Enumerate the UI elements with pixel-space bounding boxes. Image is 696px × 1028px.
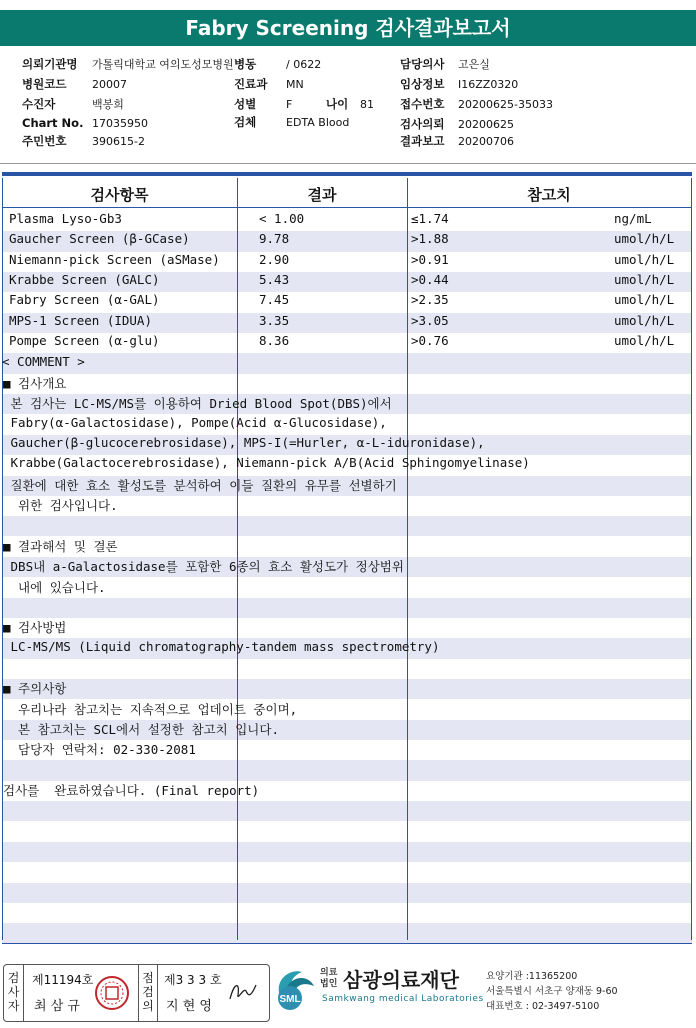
- row-stripe: [2, 923, 692, 943]
- table-row: [0, 290, 696, 310]
- org-code: 요양기관 :11365200: [486, 971, 578, 982]
- org-address: 서울특별시 서초구 양재동 9-60: [486, 986, 618, 997]
- comment-line: LC-MS/MS (Liquid chromatography-tandem mass spectrometry): [3, 638, 440, 654]
- reviewer-number: 제3 3 3 호: [164, 973, 222, 987]
- logo-text: SML: [279, 994, 301, 1005]
- table-row: [0, 311, 696, 331]
- header-test-item: 검사항목: [90, 186, 149, 204]
- table-row: [0, 331, 696, 351]
- test-item-cell: Fabry Screen (α-GAL): [9, 292, 160, 308]
- info-clinical: 임상정보 I16ZZ0320: [400, 77, 519, 91]
- info-hospital: 의뢰기관명 가톨릭대학교 여의도성모병원: [22, 57, 234, 71]
- info-divider: [0, 163, 696, 164]
- table-row: [0, 250, 696, 270]
- test-item-cell: Niemann-pick Screen (aSMase): [9, 251, 220, 267]
- result-cell: 2.90: [259, 251, 290, 267]
- test-item-cell: Plasma Lyso-Gb3: [9, 211, 122, 226]
- unit-cell: umol/h/L: [614, 272, 675, 288]
- comment-header: < COMMENT >: [2, 354, 85, 369]
- comment-line: 위한 검사입니다.: [3, 498, 118, 514]
- row-stripe: [2, 842, 692, 862]
- unit-cell: umol/h/L: [614, 312, 675, 328]
- reference-cell: >3.05: [411, 312, 449, 328]
- info-code: 병원코드 20007: [22, 77, 127, 91]
- info-specimen: 검체 EDTA Blood: [234, 115, 350, 129]
- info-id: 주민번호 390615-2: [22, 134, 145, 148]
- examiner-label: 검사자: [4, 965, 24, 1021]
- test-item-cell: MPS-1 Screen (IDUA): [9, 312, 152, 328]
- comment-line: 검사를 완료하였습니다. (Final report): [3, 783, 260, 798]
- table-row: [0, 270, 696, 290]
- examiner-name: 최 삼 규: [34, 999, 80, 1014]
- comment-line: 본 검사는 LC-MS/MS를 이용하여 Dried Blood Spot(DBS)에서: [3, 396, 392, 412]
- org-prefix: 의료법인: [320, 968, 338, 989]
- info-dept: 진료과 MN: [234, 77, 304, 91]
- result-cell: 3.35: [259, 312, 290, 328]
- header-reference: 참고치: [527, 186, 571, 204]
- comment-line: Fabry(α-Galactosidase), Pompe(Acid α-Glucosidase),: [3, 414, 387, 430]
- comment-line: Gaucher(β-glucocerebrosidase), MPS-I(=Hurler, α-L-iduronidase),: [3, 435, 485, 451]
- row-stripe: [2, 353, 692, 373]
- info-sex: 성별 F: [234, 97, 293, 111]
- reference-cell: >2.35: [411, 292, 449, 308]
- info-receipt: 접수번호 20200625-35033: [400, 97, 553, 111]
- comment-line: ■ 결과해석 및 결론: [3, 538, 118, 554]
- table-row: [0, 209, 696, 229]
- row-stripe: [2, 801, 692, 821]
- org-phone: 대표번호 : 02-3497-5100: [486, 1001, 600, 1012]
- unit-cell: umol/h/L: [614, 292, 675, 308]
- reference-cell: >0.44: [411, 272, 449, 288]
- table-header-divider: [2, 207, 692, 208]
- info-chart: Chart No. 17035950: [22, 116, 148, 130]
- comment-line: DBS내 a-Galactosidase를 포함한 6종의 효소 활성도가 정상범위: [3, 559, 404, 575]
- info-patient: 수진자 백봉희: [22, 97, 124, 111]
- test-item-cell: Gaucher Screen (β-GCase): [9, 231, 190, 247]
- reviewer-label: 점검의: [138, 965, 158, 1021]
- info-test-date: 검사의뢰 20200625: [400, 117, 514, 131]
- test-item-cell: Krabbe Screen (GALC): [9, 272, 160, 288]
- row-stripe: [2, 760, 692, 780]
- comment-line: ■ 검사개요: [3, 376, 67, 391]
- comment-line: 내에 있습니다.: [3, 579, 106, 595]
- unit-cell: ng/mL: [614, 211, 652, 226]
- info-report-date: 결과보고 20200706: [400, 134, 514, 148]
- row-stripe: [2, 679, 692, 699]
- reference-cell: ≤1.74: [411, 211, 449, 226]
- result-cell: 9.78: [259, 231, 290, 247]
- report-title: Fabry Screening 검사결과보고서: [0, 10, 696, 46]
- comment-line: 본 참고치는 SCL에서 설정한 참고치 입니다.: [3, 721, 279, 737]
- result-cell: 7.45: [259, 292, 290, 308]
- examiner-number: 제11194호: [32, 973, 94, 987]
- row-stripe: [2, 516, 692, 536]
- seal-icon: [94, 975, 130, 1011]
- unit-cell: umol/h/L: [614, 251, 675, 267]
- info-doctor: 담당의사 고은실: [400, 57, 490, 71]
- row-stripe: [2, 883, 692, 903]
- table-top-border: [2, 172, 692, 176]
- info-ward: 병동 / 0622: [234, 57, 322, 71]
- reviewer-name: 지 현 영: [166, 999, 212, 1014]
- comment-line: ■ 주의사항: [3, 681, 67, 697]
- result-cell: 5.43: [259, 272, 290, 288]
- signature-icon: [226, 977, 262, 1007]
- sml-logo-icon: [272, 966, 318, 1012]
- comment-line: 우리나라 참고치는 지속적으로 업데이트 중이며,: [3, 701, 298, 717]
- reference-cell: >1.88: [411, 231, 449, 247]
- table-row: [0, 229, 696, 249]
- info-age: 나이 81: [326, 97, 374, 111]
- comment-line: ■ 검사방법: [3, 620, 67, 636]
- unit-cell: umol/h/L: [614, 231, 675, 247]
- reference-cell: >0.76: [411, 333, 449, 349]
- result-cell: < 1.00: [259, 211, 305, 226]
- result-cell: 8.36: [259, 333, 290, 349]
- signature-box: [3, 964, 270, 1022]
- row-stripe: [2, 598, 692, 618]
- comment-line: Krabbe(Galactocerebrosidase), Niemann-pick A/B(Acid Sphingomyelinase): [3, 455, 530, 471]
- unit-cell: umol/h/L: [614, 333, 675, 349]
- header-result: 결과: [307, 186, 337, 204]
- reference-cell: >0.91: [411, 251, 449, 267]
- org-name: 삼광의료재단: [343, 968, 459, 992]
- comment-line: 담당자 연락처: 02-330-2081: [3, 742, 196, 758]
- test-item-cell: Pompe Screen (α-glu): [9, 333, 160, 349]
- org-english: Samkwang medical Laboratories: [322, 994, 484, 1004]
- comment-line: 질환에 대한 효소 활성도를 분석하여 이들 질환의 유무를 선별하기: [3, 477, 397, 493]
